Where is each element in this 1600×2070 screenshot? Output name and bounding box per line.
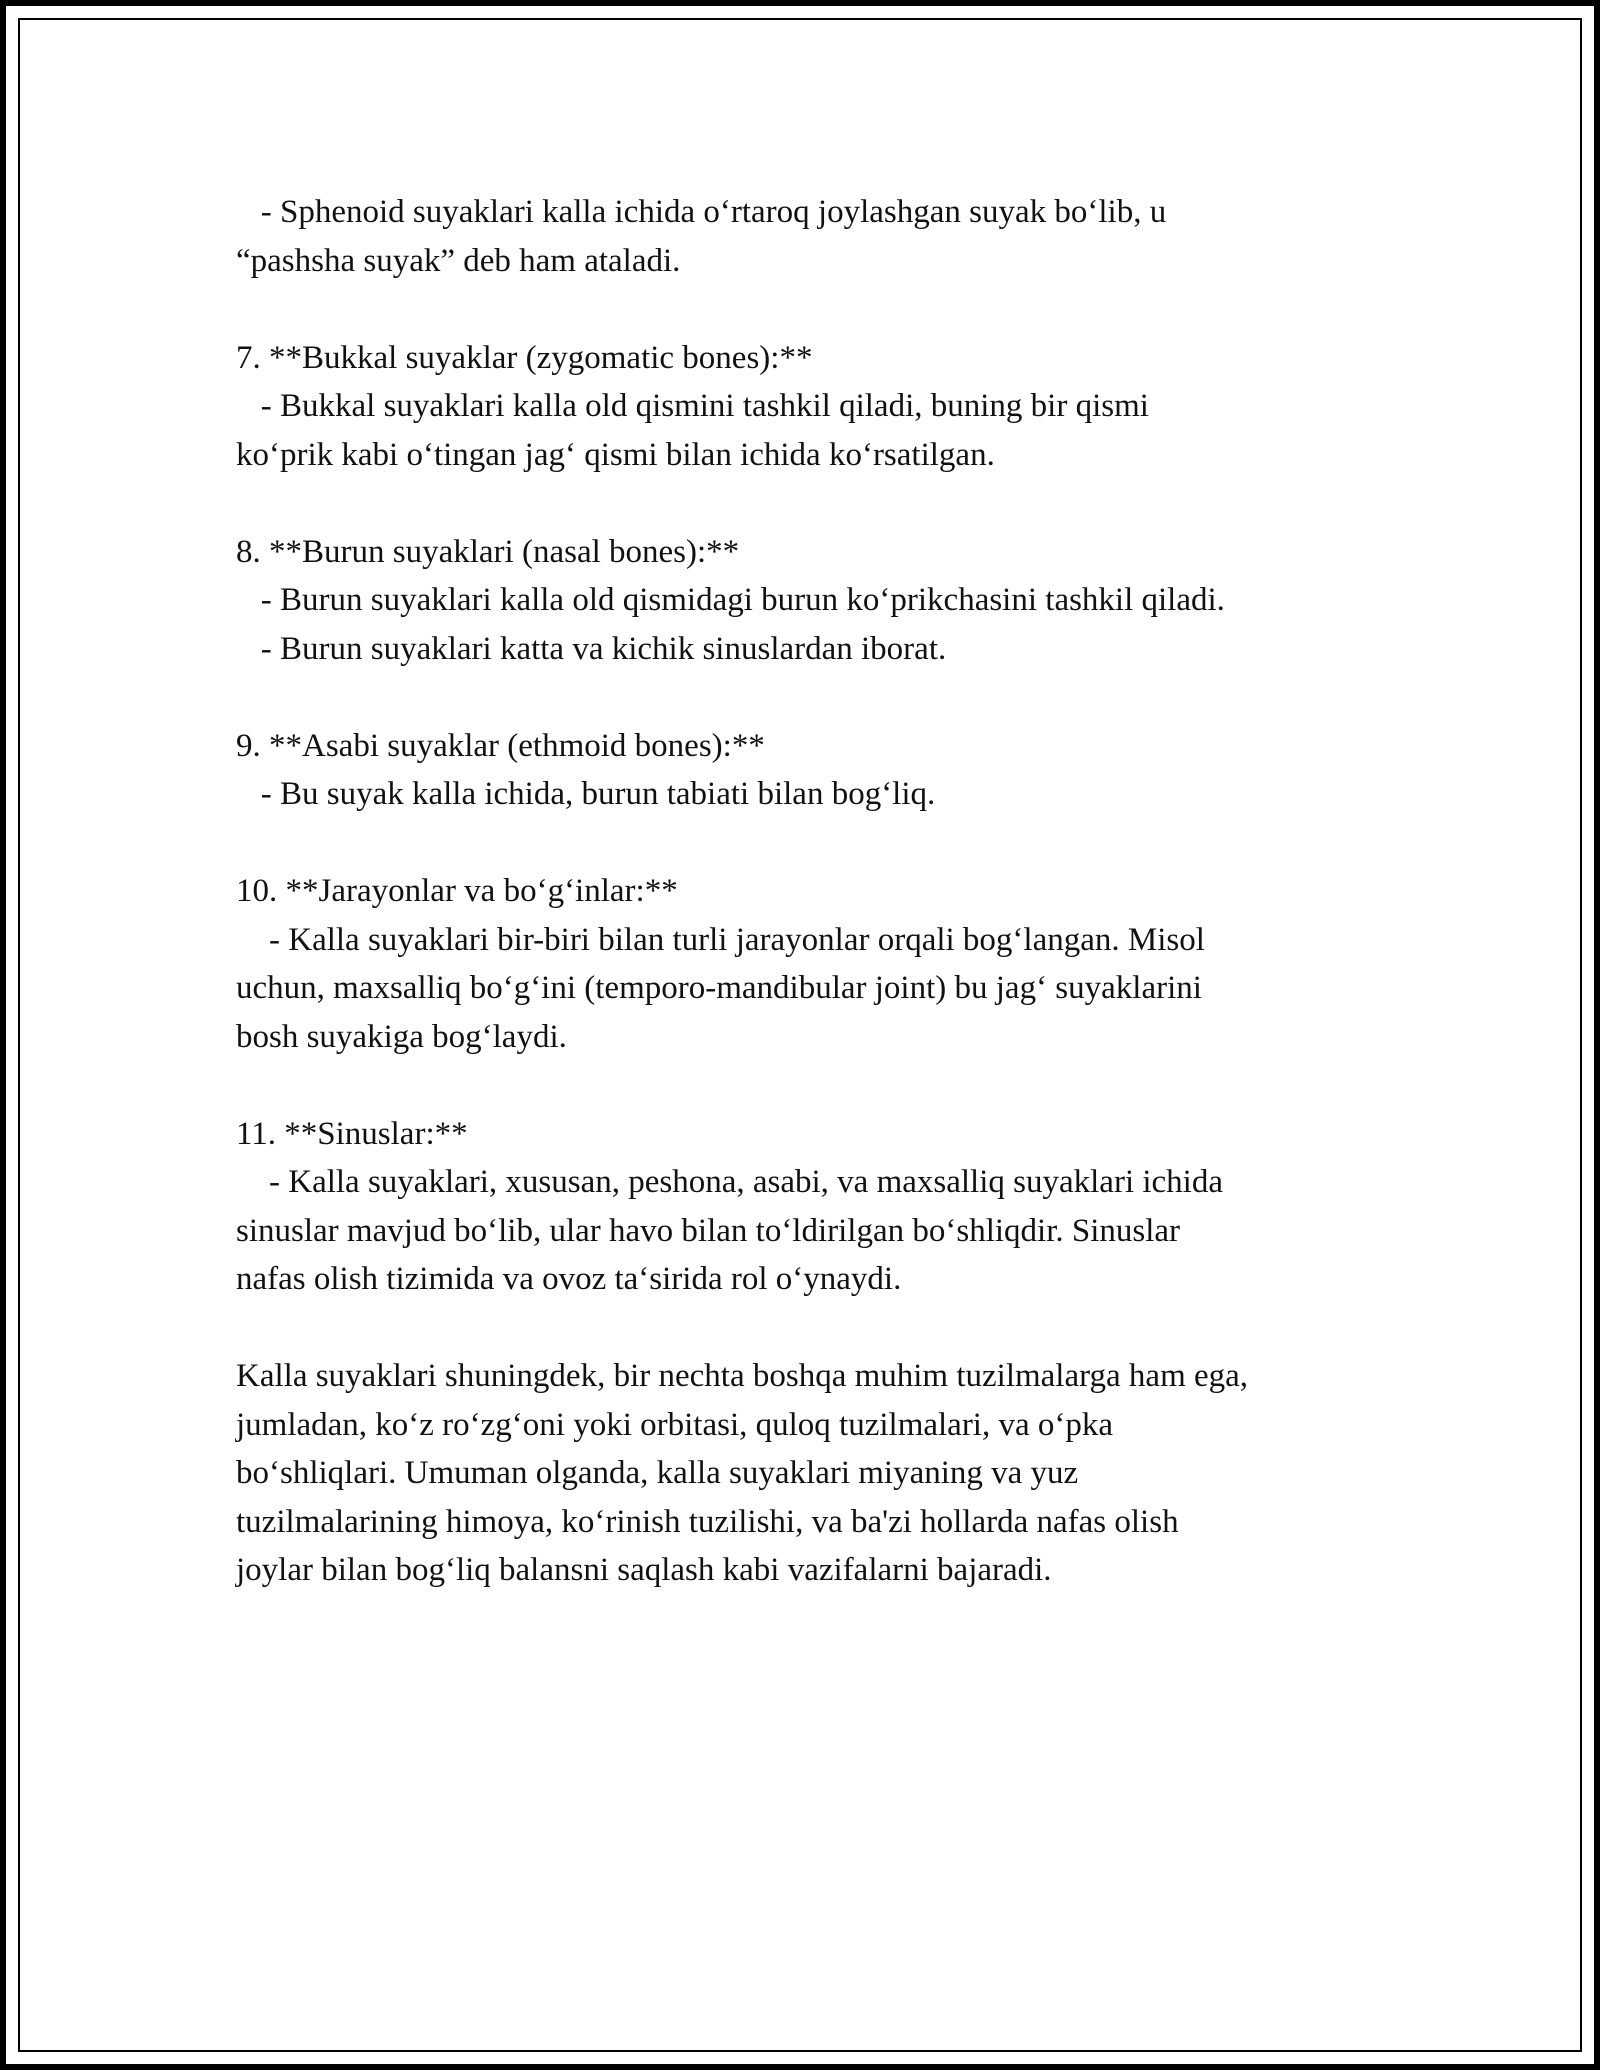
section-heading: 8. **Burun suyaklari (nasal bones):** <box>236 533 740 570</box>
section-heading: 9. **Asabi suyaklar (ethmoid bones):** <box>236 727 765 764</box>
text-line: - Bu suyak kalla ichida, burun tabiati bilan bog‘liq. <box>236 776 936 812</box>
section-asabi-suyaklar <box>236 722 1416 819</box>
section-sinuslar <box>236 1110 1416 1304</box>
section-jarayonlar <box>236 867 1416 1061</box>
section-bukkal-suyaklar <box>236 334 1416 480</box>
section-heading: 11. **Sinuslar:** <box>236 1115 468 1152</box>
document-body <box>236 188 1416 1643</box>
text-line: bo‘shliqlari. Umuman olganda, kalla suyaklari miyaning va yuz <box>236 1455 1079 1491</box>
paragraph-conclusion <box>236 1352 1416 1595</box>
text-line: - Sphenoid suyaklari kalla ichida o‘rtaroq joylashgan suyak bo‘lib, u <box>236 194 1167 230</box>
text-line: “pashsha suyak” deb ham ataladi. <box>236 242 681 279</box>
text-line: joylar bilan bog‘liq balansni saqlash kabi vazifalarni bajaradi. <box>236 1552 1052 1588</box>
text-line: bosh suyakiga bog‘laydi. <box>236 1018 567 1055</box>
text-line: jumladan, ko‘z ro‘zg‘oni yoki orbitasi, quloq tuzilmalari, va o‘pka <box>236 1406 1114 1443</box>
text-line: nafas olish tizimida va ovoz ta‘sirida rol o‘ynaydi. <box>236 1261 902 1297</box>
text-line: - Bukkal suyaklari kalla old qismini tashkil qiladi, buning bir qismi <box>236 388 1149 424</box>
section-heading: 7. **Bukkal suyaklar (zygomatic bones):** <box>236 339 813 376</box>
text-line: - Kalla suyaklari, xususan, peshona, asabi, va maxsalliq suyaklari ichida <box>236 1164 1223 1200</box>
text-line: - Kalla suyaklari bir-biri bilan turli jarayonlar orqali bog‘langan. Misol <box>236 921 1205 958</box>
paragraph-sphenoid-continuation <box>236 188 1416 285</box>
text-line: - Burun suyaklari katta va kichik sinuslardan iborat. <box>236 630 947 667</box>
section-heading: 10. **Jarayonlar va bo‘g‘inlar:** <box>236 873 678 909</box>
text-line: - Burun suyaklari kalla old qismidagi burun ko‘prikchasini tashkil qiladi. <box>236 582 1225 618</box>
text-line: ko‘prik kabi o‘tingan jag‘ qismi bilan ichida ko‘rsatilgan. <box>236 436 995 473</box>
section-burun-suyaklari <box>236 528 1416 674</box>
text-line: sinuslar mavjud bo‘lib, ular havo bilan to‘ldirilgan bo‘shliqdir. Sinuslar <box>236 1212 1181 1249</box>
text-line: uchun, maxsalliq bo‘g‘ini (temporo-mandibular joint) bu jag‘ suyaklarini <box>236 970 1202 1006</box>
text-line: tuzilmalarining himoya, ko‘rinish tuzilishi, va ba'zi hollarda nafas olish <box>236 1503 1179 1540</box>
text-line: Kalla suyaklari shuningdek, bir nechta boshqa muhim tuzilmalarga ham ega, <box>236 1358 1249 1394</box>
